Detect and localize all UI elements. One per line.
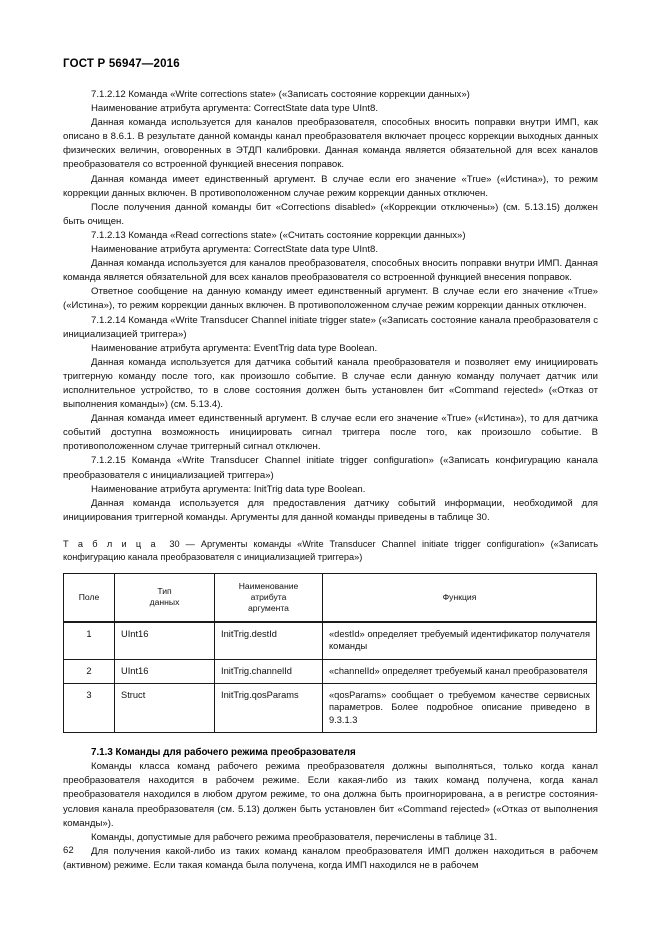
table-caption-number: 30	[169, 538, 180, 549]
cell-attribute: InitTrig.qosParams	[215, 683, 323, 732]
cell-function: «channelId» определяет требуемый канал преобразователя	[323, 659, 597, 683]
table-30-head	[64, 573, 597, 622]
table-row	[64, 683, 597, 732]
paragraph: После получения данной команды бит «Corrections disabled» («Коррекции отключены») (см. 5.13.15) должен быть очищен.	[63, 201, 598, 227]
column-header-attribute-line2: аргумента	[248, 602, 289, 613]
section-7-1-3-heading: 7.1.3 Команды для рабочего режима преобразователя	[91, 747, 356, 759]
column-header-attribute	[215, 573, 323, 622]
cell-attribute: InitTrig.destId	[215, 622, 323, 659]
page-content	[63, 88, 598, 873]
paragraph: Данная команда имеет единственный аргумент. В случае если его значение «True» («Истина»), то режим коррекции данных включен. В противоположенном случае режим коррекции данных отключен.	[63, 173, 598, 199]
paragraph: Команды класса команд рабочего режима преобразователя должны выполняться, только когда канал преобразователя находится в рабочем режиме. Если какая-либо из таких команд получена, когда канал преобразователя находился в любом другом режиме, то она должна быть проигнорирована, а в регистре состояния-условия канала преобразователя (см. 5.13) должен быть установлен бит «Command rejected» («Отказ от выполнения команды»).	[63, 761, 598, 829]
section-7-1-2-15	[63, 454, 598, 524]
paragraph: 7.1.2.13 Команда «Read corrections state» («Считать состояние коррекции данных»)	[91, 229, 466, 241]
cell-type: UInt16	[115, 659, 215, 683]
page-number: 62	[63, 845, 74, 856]
paragraph: Данная команда используется для предоставления датчику событий информации, необходимой для инициирования триггерной команды. Аргументы для данной команды приведены в таблице 30.	[63, 497, 598, 523]
table-30	[63, 573, 597, 733]
paragraph: Ответное сообщение на данную команду имеет единственный аргумент. В случае если его значение «True» («Истина»), то режим коррекции данных включен. В противоположенном случае режим коррекции данных отключен.	[63, 286, 598, 312]
paragraph: Наименование атрибута аргумента: CorrectState data type UInt8.	[91, 103, 379, 115]
paragraph: Данная команда используется для датчика событий канала преобразователя и позволяет ему инициировать триггерную команду после того, как произошло событие. В случае если данную команду получает датчик или исполнительное устройство, то в слове состояния должен быть установлен бит «Command rejected» («Отказ от выполнения команды») (см. 5.13.4).	[63, 356, 598, 411]
table-30-body	[64, 622, 597, 733]
cell-attribute: InitTrig.channelId	[215, 659, 323, 683]
paragraph: Данная команда используется для каналов преобразователя, способных вносить поправки внутри ИМП. Данная команда является обязательной для всех каналов преобразователя со встроенной функцией внесения поправок.	[63, 258, 598, 284]
column-header-type-line2: данных	[149, 597, 180, 608]
paragraph: Команды, допустимые для рабочего режима преобразователя, перечислены в таблице 31.	[91, 831, 498, 843]
paragraph: Данная команда используется для каналов преобразователя, способных вносить поправки внутри ИМП, как описано в 8.6.1. В результате данной команды канал преобразователя включает процесс коррекции выходных данных физических величин, оговоренных в ЭТДП калибровки. Данная команда является обязательной для всех каналов преобразователя со встроенной функцией внесения поправок.	[63, 117, 598, 171]
page-header-standard-number: ГОСТ Р 56947—2016	[63, 58, 180, 70]
cell-type: UInt16	[115, 622, 215, 659]
column-header-field	[64, 573, 115, 622]
table-caption-label: Т а б л и ц а	[63, 538, 158, 549]
paragraph: Наименование атрибута аргумента: InitTrig data type Boolean.	[91, 483, 366, 495]
cell-field: 1	[64, 622, 115, 659]
column-header-type	[115, 573, 215, 622]
column-header-attribute-line1: Наименование атрибута	[238, 580, 299, 602]
table-caption-text: — Аргументы команды «Write Transducer Channel initiate trigger configuration» («Записать конфигурацию канала преобразователя с инициализацией триггера»)	[63, 538, 598, 563]
paragraph: 7.1.2.14 Команда «Write Transducer Channel initiate trigger state» («Записать состояние канала преобразователя с инициализацией триггера»)	[63, 314, 598, 340]
spacer	[63, 733, 598, 746]
table-row	[64, 659, 597, 683]
spacer	[63, 525, 598, 538]
column-header-type-line1: Тип	[157, 586, 172, 597]
cell-function: «destId» определяет требуемый идентификатор получателя команды	[323, 622, 597, 659]
column-header-field-line1: Поле	[78, 591, 100, 602]
table-row	[64, 622, 597, 659]
paragraph: 7.1.2.12 Команда «Write corrections state» («Записать состояние коррекции данных»)	[91, 89, 470, 100]
cell-field: 3	[64, 683, 115, 732]
table-30-caption	[63, 538, 598, 565]
cell-type: Struct	[115, 683, 215, 732]
section-7-1-3	[63, 746, 598, 873]
cell-field: 2	[64, 659, 115, 683]
cell-function: «qosParams» сообщает о требуемом качестве сервисных параметров. Более подробное описание приведено в 9.3.1.3	[323, 683, 597, 732]
paragraph: 7.1.2.15 Команда «Write Transducer Channel initiate trigger configuration» («Записать конфигурацию канала преобразователя с инициализацией триггера»)	[63, 455, 598, 481]
column-header-function-line1: Функция	[442, 591, 477, 602]
paragraph: Наименование атрибута аргумента: CorrectState data type UInt8.	[91, 244, 379, 256]
section-7-1-2-13	[63, 229, 598, 314]
paragraph: Данная команда имеет единственный аргумент. В случае если его значение «True» («Истина»), то для датчика событий доступна возможность инициировать сигнал триггера после того, как произошло событие. В противоположенном случае триггерный сигнал отключен.	[63, 413, 598, 453]
section-7-1-2-14	[63, 314, 598, 455]
paragraph: Для получения какой-либо из таких команд каналом преобразователя ИМП должен находиться в рабочем (активном) режиме. Если такая команда была получена, когда ИМП находился не в рабочем	[63, 845, 598, 871]
section-7-1-2-12	[63, 88, 598, 229]
column-header-function	[323, 573, 597, 622]
table-header-row	[64, 573, 597, 622]
paragraph: Наименование атрибута аргумента: EventTrig data type Boolean.	[91, 342, 378, 354]
